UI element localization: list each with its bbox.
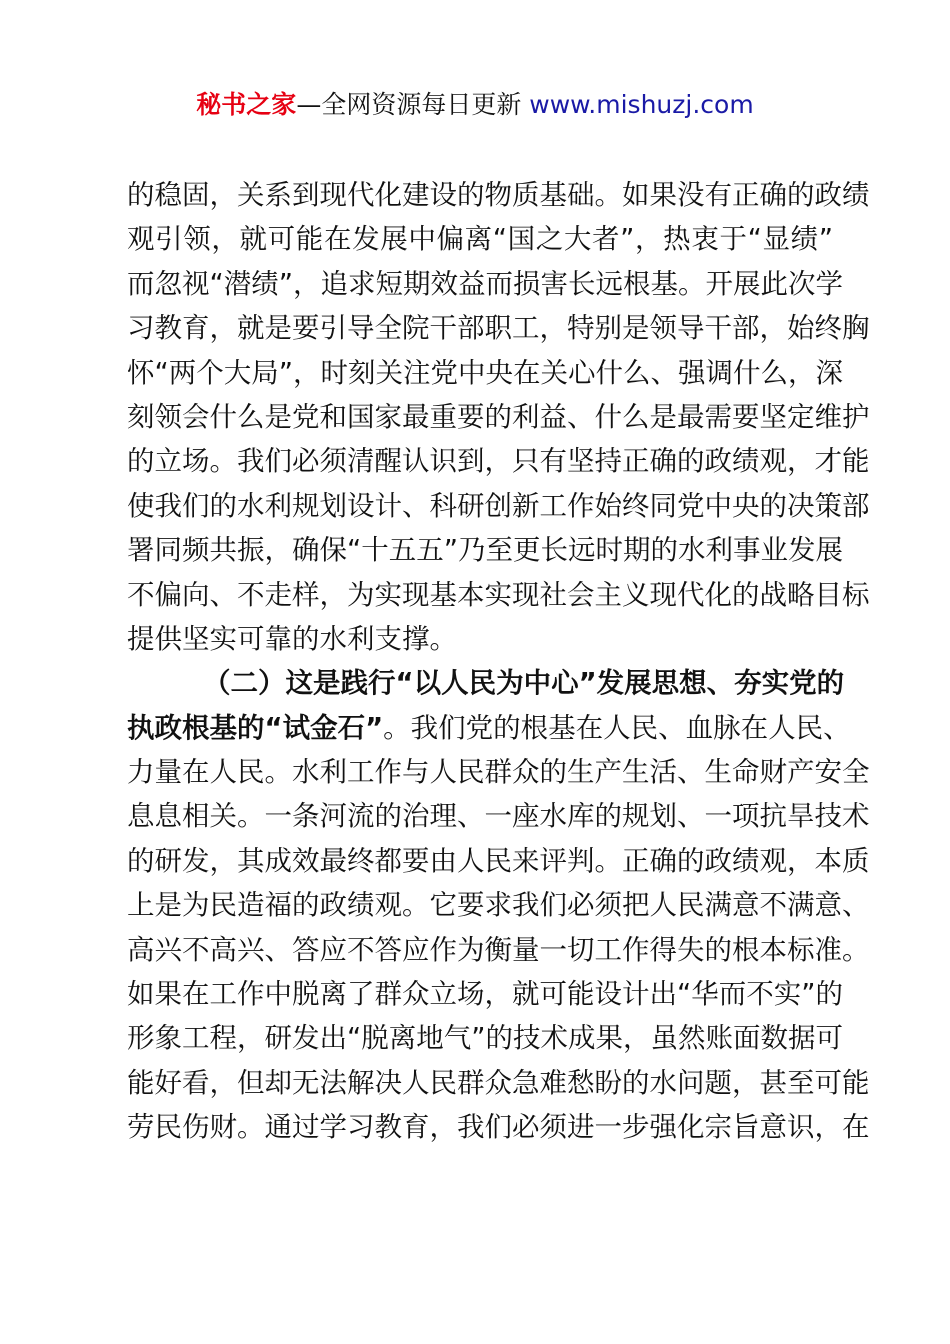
paragraph-1 <box>127 173 870 661</box>
text-line: 上是为民造福的政绩观。它要求我们必须把人民满意不满意、 <box>127 889 870 922</box>
text-line: 的研发，其成效最终都要由人民来评判。正确的政绩观，本质 <box>127 844 870 877</box>
text-line: 使我们的水利规划设计、科研创新工作始终同党中央的决策部 <box>127 489 870 522</box>
text-line: 的立场。我们必须清醒认识到，只有坚持正确的政绩观，才能 <box>127 445 870 478</box>
paragraph-2 <box>127 661 870 1149</box>
text-line: 的稳固，关系到现代化建设的物质基础。如果没有正确的政绩 <box>127 179 870 211</box>
text-line: 署同频共振，确保“十五五”乃至更长远时期的水利事业发展 <box>127 534 843 567</box>
text-line: 如果在工作中脱离了群众立场，就可能设计出“华而不实”的 <box>127 978 843 1011</box>
text-line <box>127 706 851 750</box>
text-line: 高兴不高兴、答应不答应作为衡量一切工作得失的根本标准。 <box>127 933 870 966</box>
text-fragment: 。我们党的根基在人民、血脉在人民、 <box>383 711 851 744</box>
text-line: 不偏向、不走样，为实现基本实现社会主义现代化的战略目标 <box>127 578 870 611</box>
section-heading: （二）这是践行“以人民为中心”发展思想、夯实党的 <box>203 667 845 700</box>
text-line: 观引领，就可能在发展中偏离“国之大者”，热衷于“显绩” <box>127 223 833 256</box>
document-body <box>127 173 870 1150</box>
text-line: 习教育，就是要引导全院干部职工，特别是领导干部，始终胸 <box>127 312 870 345</box>
header-brand: 秘书之家 <box>196 90 297 119</box>
text-line: 劳民伤财。通过学习教育，我们必须进一步强化宗旨意识，在 <box>127 1111 870 1144</box>
text-line: 刻领会什么是党和国家最重要的利益、什么是最需要坚定维护 <box>127 400 870 433</box>
text-line: 能好看，但却无法解决人民群众急难愁盼的水问题，甚至可能 <box>127 1066 870 1099</box>
text-line: 息息相关。一条河流的治理、一座水库的规划、一项抗旱技术 <box>127 800 870 833</box>
text-line: 提供坚实可靠的水利支撑。 <box>127 622 457 655</box>
text-line: 怀“两个大局”，时刻关注党中央在关心什么、强调什么，深 <box>127 356 843 389</box>
header-tagline: —全网资源每日更新 <box>296 90 530 119</box>
section-heading-continued: 执政根基的“试金石” <box>127 711 384 744</box>
page-header <box>0 88 950 122</box>
header-url[interactable]: www.mishuzj.com <box>529 90 754 119</box>
text-line: 而忽视“潜绩”，追求短期效益而损害长远根基。开展此次学 <box>127 267 843 300</box>
text-line: 力量在人民。水利工作与人民群众的生产生活、生命财产安全 <box>127 756 870 789</box>
text-line: 形象工程，研发出“脱离地气”的技术成果，虽然账面数据可 <box>127 1022 843 1055</box>
